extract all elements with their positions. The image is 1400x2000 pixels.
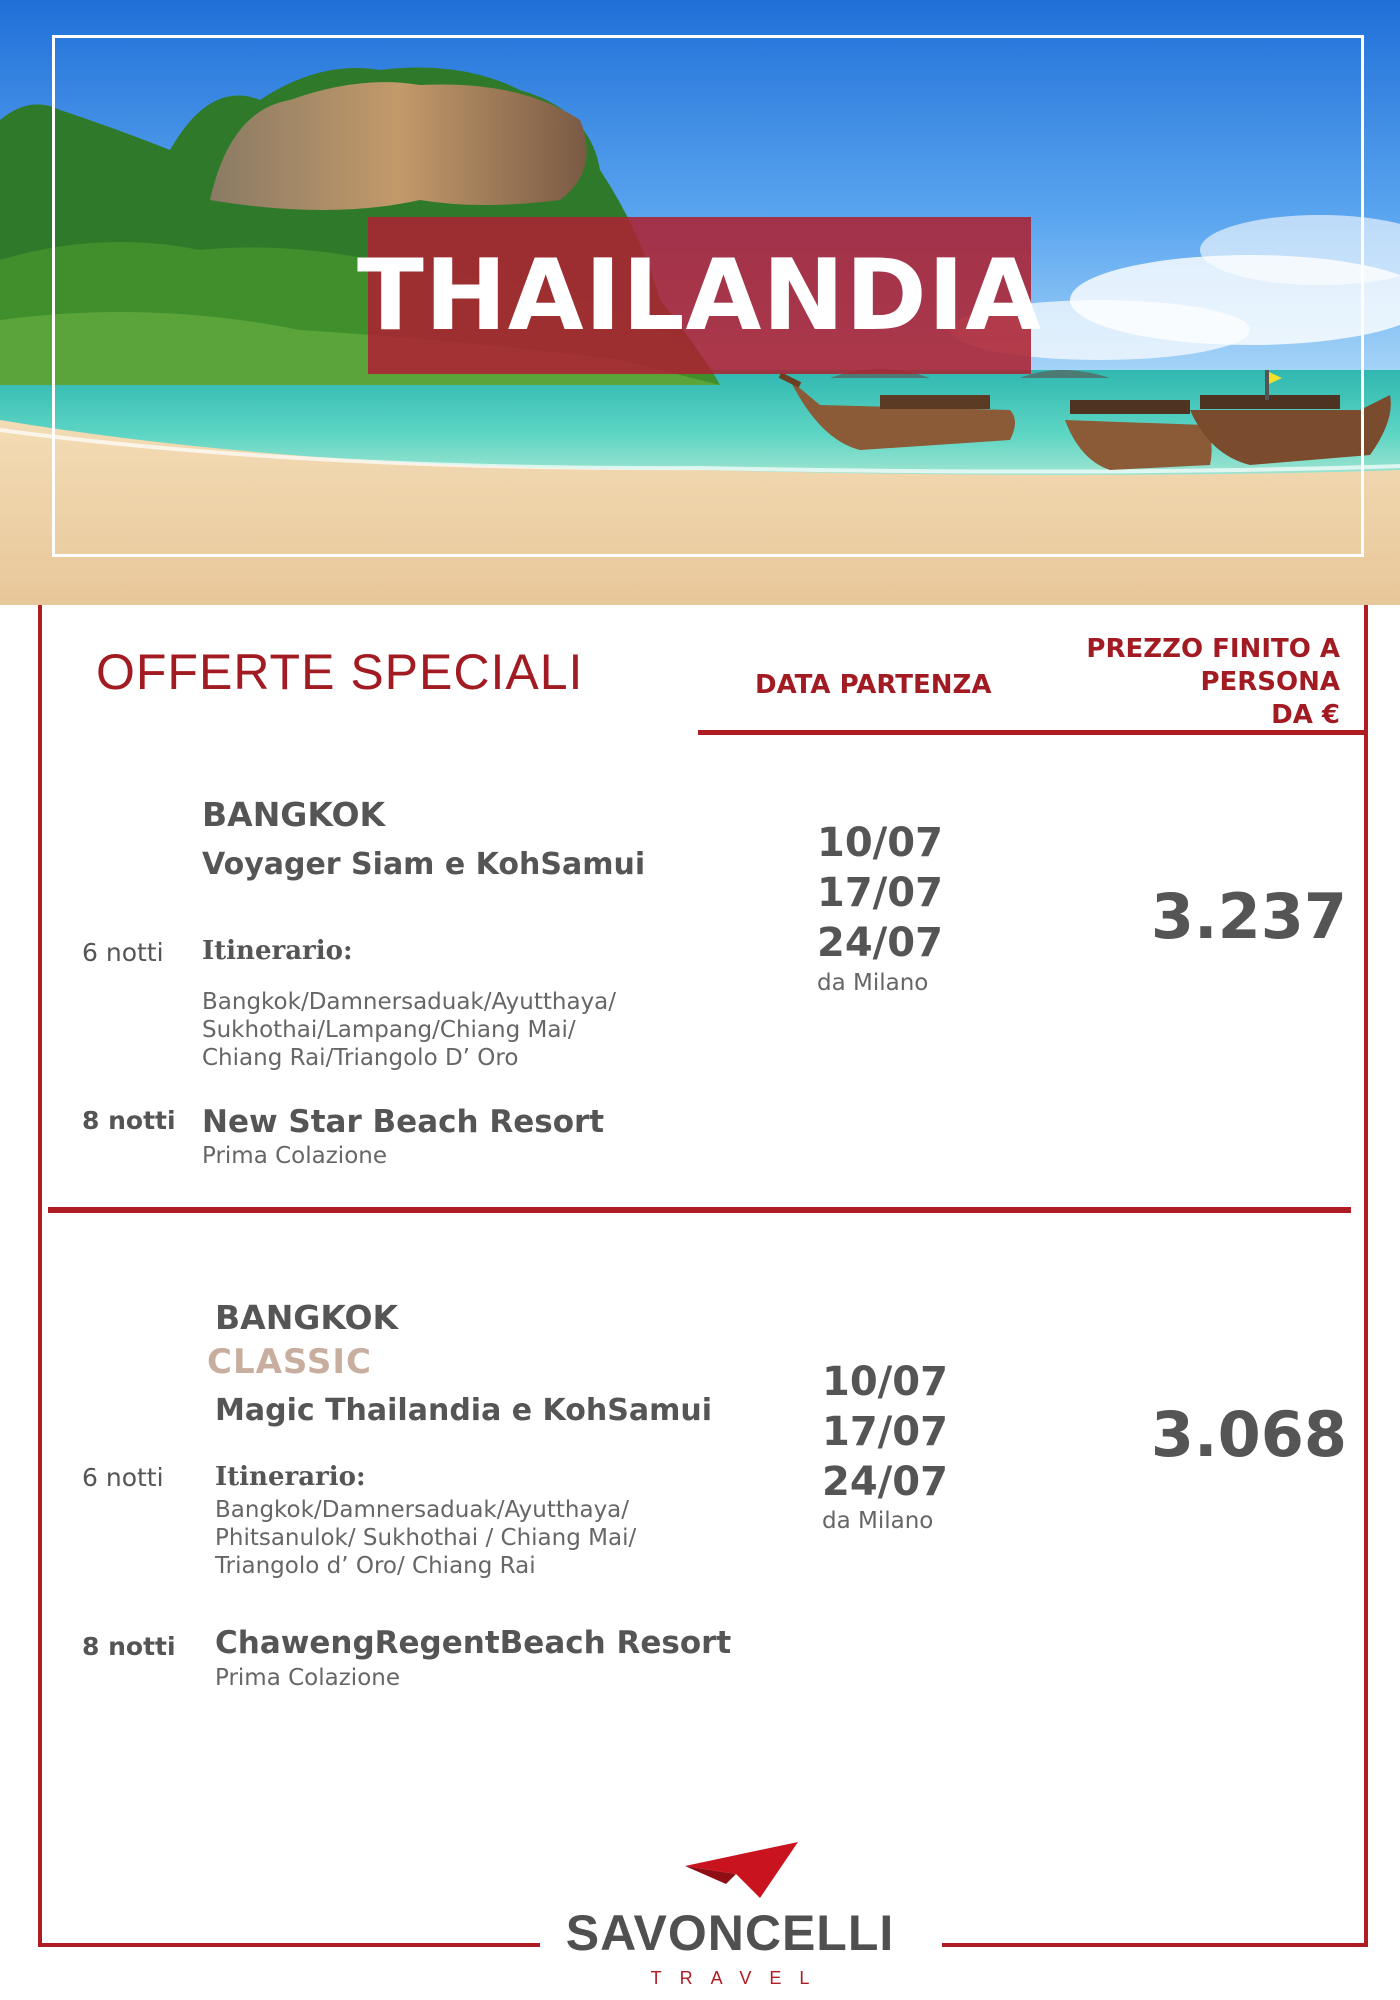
price-column-header: PREZZO FINITO A PERSONA DA € — [1086, 634, 1340, 730]
offer-price: 3.237 — [1150, 880, 1347, 953]
hero-banner — [0, 0, 1400, 605]
board-type: Prima Colazione — [202, 1143, 387, 1169]
offer-city: BANGKOK — [215, 1298, 399, 1337]
frame-right-line — [1364, 605, 1368, 1947]
departure-dates: 10/07 17/07 24/07 — [822, 1359, 948, 1505]
departure-dates: 10/07 17/07 24/07 — [817, 820, 943, 966]
offer-price: 3.068 — [1150, 1398, 1347, 1471]
logo-subtitle: TRAVEL — [650, 1968, 828, 1988]
company-logo — [540, 1840, 920, 1990]
offers-title: OFFERTE SPECIALI — [96, 644, 584, 700]
offer-tour-name: Voyager Siam e KohSamui — [202, 847, 646, 882]
red-paper-plane-icon — [540, 1840, 920, 1900]
departure-city: da Milano — [822, 1508, 934, 1534]
hotel-name: ChawengRegentBeach Resort — [215, 1625, 732, 1661]
board-type: Prima Colazione — [215, 1665, 400, 1691]
offer-city: BANGKOK — [202, 795, 386, 834]
footer-line-left — [38, 1943, 540, 1947]
logo-name: SAVONCELLI — [565, 1905, 895, 1961]
beach-nights: 8 notti — [82, 1106, 176, 1135]
offer-tour-name: Magic Thailandia e KohSamui — [215, 1393, 712, 1428]
frame-left-line — [38, 605, 42, 1947]
itinerary-label: Itinerario: — [202, 936, 353, 966]
hotel-name: New Star Beach Resort — [202, 1104, 605, 1140]
itinerary-label: Itinerario: — [215, 1462, 366, 1492]
offer-divider — [48, 1207, 1351, 1213]
tour-nights: 6 notti — [82, 1463, 164, 1492]
footer-line-right — [942, 1943, 1368, 1947]
itinerary-list: Bangkok/Damnersaduak/Ayutthaya/ Sukhothai/Lampang/Chiang Mai/ Chiang Rai/Triangolo D’ Oro — [202, 989, 617, 1071]
beach-nights: 8 notti — [82, 1632, 176, 1661]
title-box — [356, 217, 1043, 374]
date-column-header: DATA PARTENZA — [755, 670, 992, 700]
departure-city: da Milano — [817, 970, 929, 996]
page-title: THAILANDIA — [356, 238, 1043, 353]
itinerary-list: Bangkok/Damnersaduak/Ayutthaya/ Phitsanulok/ Sukhothai / Chiang Mai/ Triangolo d’ Oro/ Chiang Rai — [215, 1497, 637, 1579]
tour-nights: 6 notti — [82, 938, 164, 967]
offer-category: CLASSIC — [207, 1342, 372, 1382]
